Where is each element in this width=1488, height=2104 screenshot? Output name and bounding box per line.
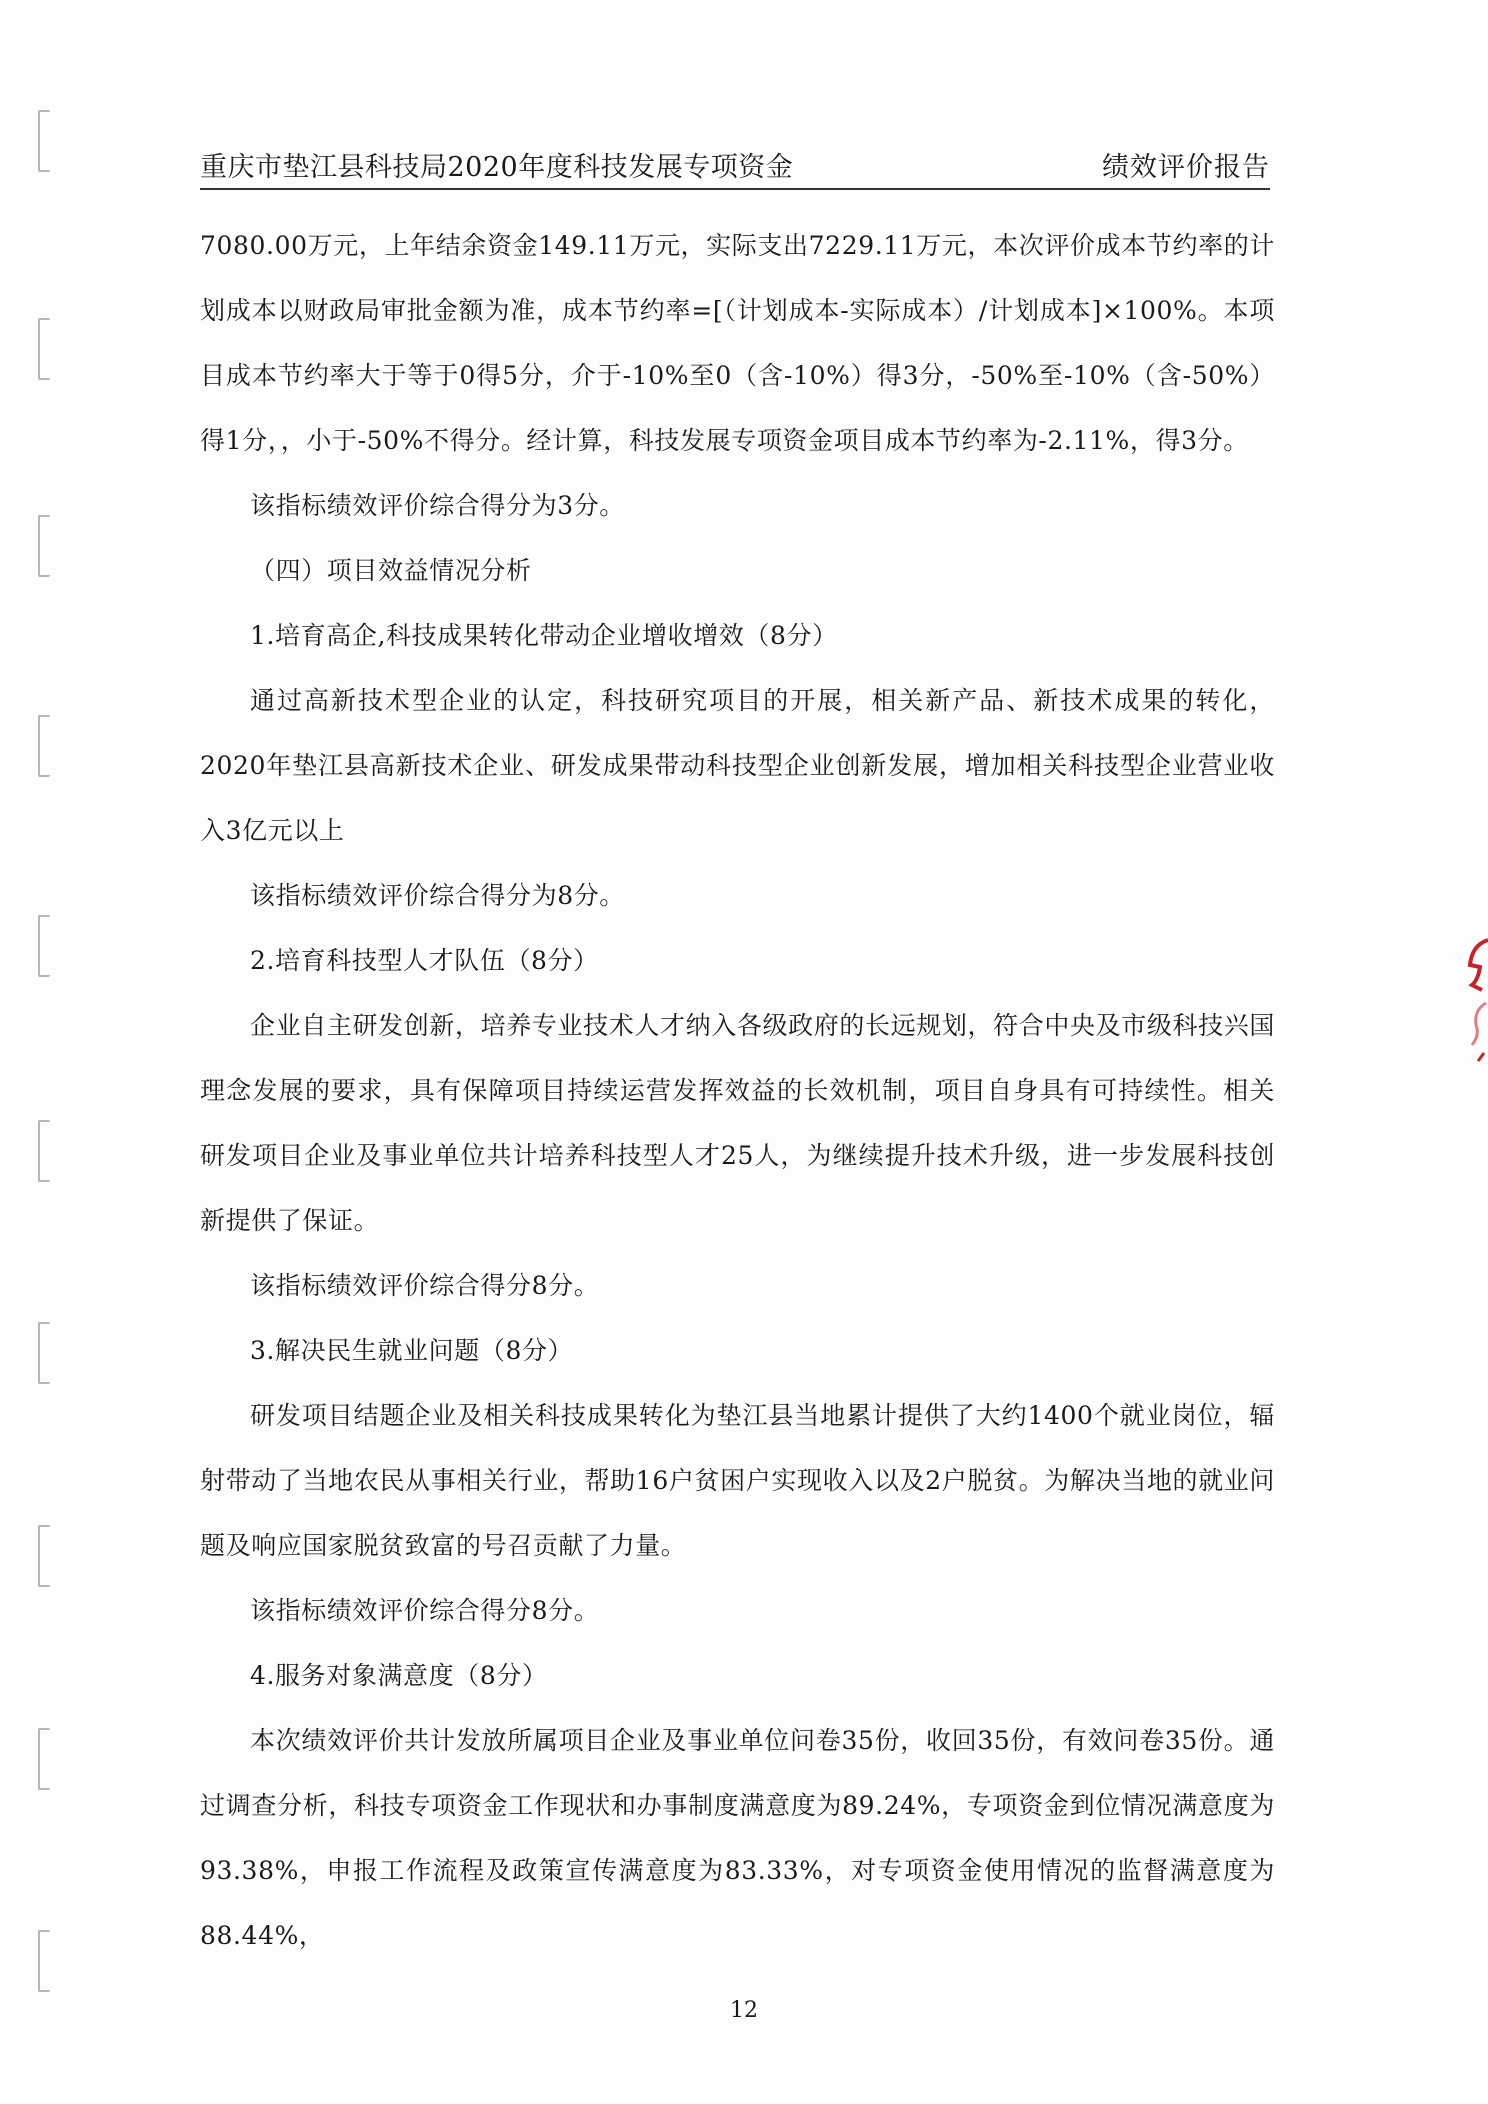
subsection-heading: 1.培育高企,科技成果转化带动企业增收增效（8分） bbox=[250, 621, 838, 650]
binding-mark bbox=[38, 1525, 50, 1587]
binding-mark bbox=[38, 318, 50, 380]
header-report-type: 绩效评价报告 bbox=[1102, 152, 1270, 183]
paragraph: 通过高新技术型企业的认定，科技研究项目的开展，相关新产品、新技术成果的转化，2020年垫江县高新技术企业、研发成果带动科技型企业创新发展，增加相关科技型企业营业收入3亿元以上 bbox=[200, 686, 1275, 845]
paragraph: 本次绩效评价共计发放所属项目企业及事业单位问卷35份，收回35份，有效问卷35份。通过调查分析，科技专项资金工作现状和办事制度满意度为89.24%，专项资金到位情况满意度为93.38%，申报工作流程及政策宣传满意度为83.33%，对专项资金使用情况的监督满意度为88.44%， bbox=[200, 1726, 1275, 1950]
binding-mark bbox=[38, 1322, 50, 1384]
seal-fragment bbox=[1466, 935, 1488, 1065]
subsection-heading: 2.培育科技型人才队伍（8分） bbox=[250, 946, 599, 975]
paragraph: 研发项目结题企业及相关科技成果转化为垫江县当地累计提供了大约1400个就业岗位，辐射带动了当地农民从事相关行业，帮助16户贫困户实现收入以及2户脱贫。为解决当地的就业问题及响应国家脱贫致富的号召贡献了力量。 bbox=[200, 1401, 1275, 1560]
binding-mark bbox=[38, 515, 50, 577]
section-heading: （四）项目效益情况分析 bbox=[250, 556, 532, 585]
header-title: 重庆市垫江县科技局2020年度科技发展专项资金 bbox=[200, 152, 794, 183]
paragraph: 7080.00万元，上年结余资金149.11万元，实际支出7229.11万元，本次评价成本节约率的计划成本以财政局审批金额为准，成本节约率=[（计划成本-实际成本）/计划成本]×100%。本项目成本节约率大于等于0得5分，介于-10%至0（含-10%）得3分，-50%至-10%（含-50%）得1分，，小于-50%不得分。经计算，科技发展专项资金项目成本节约率为-2.11%，得3分。 bbox=[200, 231, 1275, 455]
paragraph: 该指标绩效评价综合得分8分。 bbox=[250, 1271, 600, 1300]
paragraph: 该指标绩效评价综合得分8分。 bbox=[250, 1596, 600, 1625]
binding-mark bbox=[38, 915, 50, 977]
subsection-heading: 4.服务对象满意度（8分） bbox=[250, 1661, 548, 1690]
paragraph: 该指标绩效评价综合得分为8分。 bbox=[250, 881, 625, 910]
paragraph: 该指标绩效评价综合得分为3分。 bbox=[250, 491, 625, 520]
binding-mark bbox=[38, 715, 50, 777]
subsection-heading: 3.解决民生就业问题（8分） bbox=[250, 1336, 574, 1365]
page-header bbox=[200, 148, 1270, 190]
page-number: 12 bbox=[730, 1998, 758, 2023]
binding-mark bbox=[38, 1120, 50, 1182]
binding-mark bbox=[38, 1930, 50, 1992]
binding-mark bbox=[38, 1728, 50, 1790]
document-body bbox=[200, 213, 1275, 1968]
binding-mark bbox=[38, 110, 50, 172]
paragraph: 企业自主研发创新，培养专业技术人才纳入各级政府的长远规划，符合中央及市级科技兴国理念发展的要求，具有保障项目持续运营发挥效益的长效机制，项目自身具有可持续性。相关研发项目企业及事业单位共计培养科技型人才25人，为继续提升技术升级，进一步发展科技创新提供了保证。 bbox=[200, 1011, 1275, 1235]
